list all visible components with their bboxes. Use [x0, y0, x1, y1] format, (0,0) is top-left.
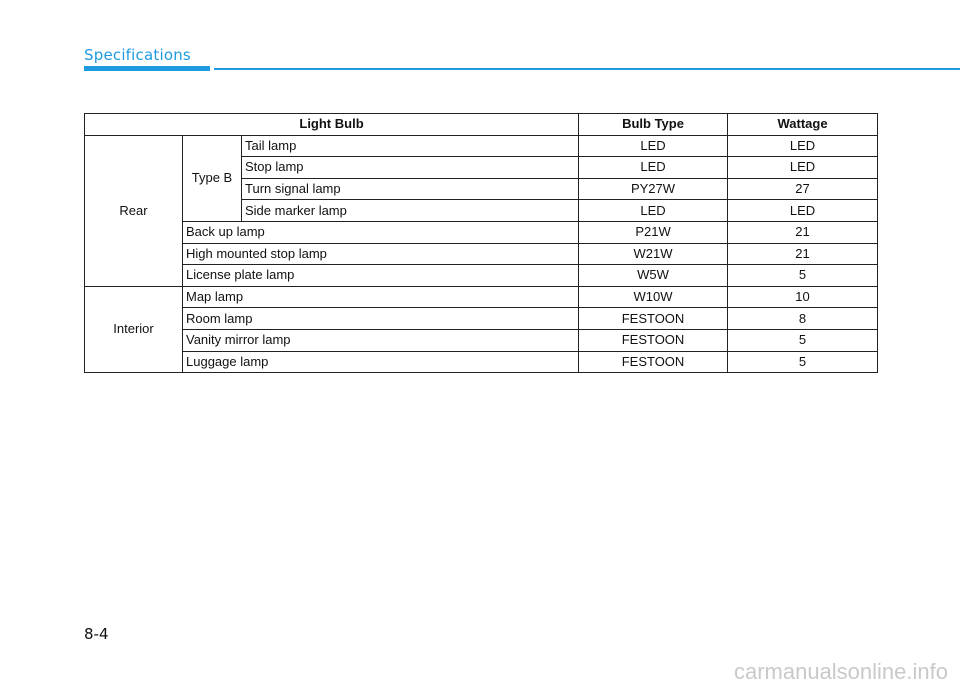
section-title: Specifications [84, 46, 191, 64]
row-label: Luggage lamp [183, 351, 579, 373]
row-bulb-type: PY27W [579, 178, 728, 200]
group-interior: Interior [85, 286, 183, 372]
table-row [85, 243, 878, 265]
row-bulb-type: FESTOON [579, 351, 728, 373]
row-wattage: LED [728, 157, 878, 179]
header-light-bulb: Light Bulb [85, 114, 579, 136]
page-number: 8-4 [84, 625, 109, 643]
row-label: Stop lamp [242, 157, 579, 179]
table-row [85, 351, 878, 373]
watermark-text: carmanualsonline.info [733, 659, 948, 684]
row-label: Room lamp [183, 308, 579, 330]
row-bulb-type: FESTOON [579, 308, 728, 330]
group-rear: Rear [85, 135, 183, 286]
table-row [85, 135, 878, 157]
row-bulb-type: FESTOON [579, 329, 728, 351]
row-wattage: 21 [728, 243, 878, 265]
row-wattage: 5 [728, 329, 878, 351]
row-label: License plate lamp [183, 265, 579, 287]
row-bulb-type: LED [579, 157, 728, 179]
row-label: Back up lamp [183, 221, 579, 243]
table-row [85, 286, 878, 308]
header-bulb-type: Bulb Type [579, 114, 728, 136]
row-label: Map lamp [183, 286, 579, 308]
group-type-b: Type B [183, 135, 242, 221]
row-wattage: LED [728, 135, 878, 157]
row-label: High mounted stop lamp [183, 243, 579, 265]
row-bulb-type: W5W [579, 265, 728, 287]
bulb-spec-table [84, 113, 878, 373]
table-row [85, 265, 878, 287]
row-wattage: 8 [728, 308, 878, 330]
row-bulb-type: P21W [579, 221, 728, 243]
row-wattage: 5 [728, 351, 878, 373]
header-rule-line [214, 68, 960, 70]
row-bulb-type: W21W [579, 243, 728, 265]
row-label: Vanity mirror lamp [183, 329, 579, 351]
row-wattage: LED [728, 200, 878, 222]
row-bulb-type: LED [579, 200, 728, 222]
row-wattage: 27 [728, 178, 878, 200]
row-wattage: 21 [728, 221, 878, 243]
header-rule-accent [84, 66, 210, 71]
header-wattage: Wattage [728, 114, 878, 136]
table-header-row [85, 114, 878, 136]
row-bulb-type: W10W [579, 286, 728, 308]
row-label: Tail lamp [242, 135, 579, 157]
table-row [85, 221, 878, 243]
row-label: Side marker lamp [242, 200, 579, 222]
row-label: Turn signal lamp [242, 178, 579, 200]
row-wattage: 10 [728, 286, 878, 308]
row-wattage: 5 [728, 265, 878, 287]
row-bulb-type: LED [579, 135, 728, 157]
table-row [85, 329, 878, 351]
table-row [85, 308, 878, 330]
